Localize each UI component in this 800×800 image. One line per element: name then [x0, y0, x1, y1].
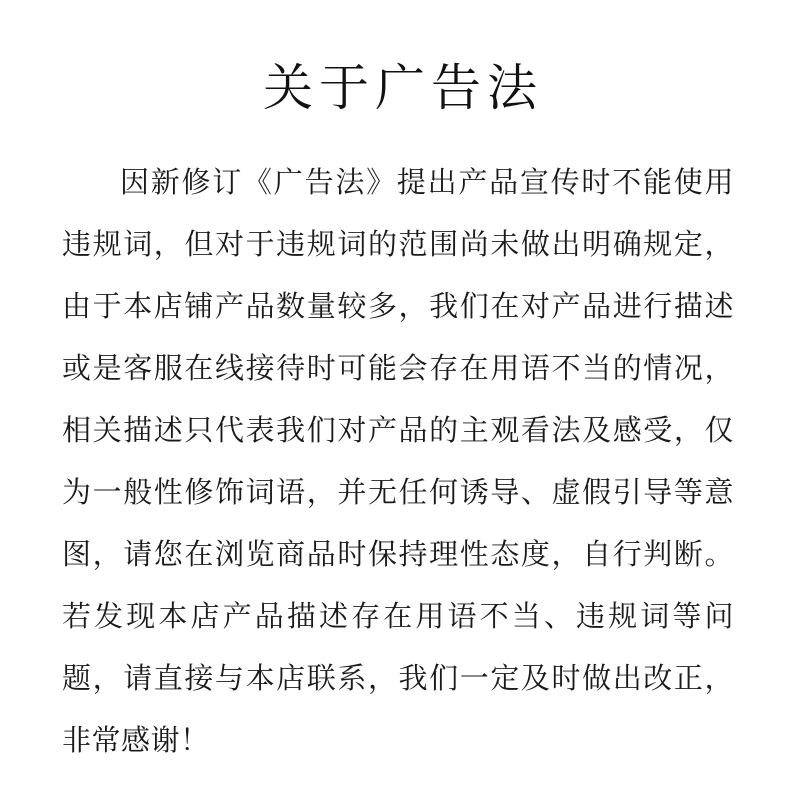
notice-paragraph: 因新修订《广告法》提出产品宣传时不能使用违规词，但对于违规词的范围尚未做出明确规定，由于本店铺产品数量较多，我们在对产品进行描述或是客服在线接待时可能会存在用语不当的情况，相关描述只代表我们对产品的主观看法及感受，仅为一般性修饰词语，并无任何诱导、虚假引导等意图，请您在浏览商品时保持理性态度，自行判断。若发现本店产品描述存在用语不当、违规词等问题，请直接与本店联系，我们一定及时做出改正，非常感谢！ — [62, 167, 734, 757]
page-title: 关于广告法 — [263, 60, 543, 116]
